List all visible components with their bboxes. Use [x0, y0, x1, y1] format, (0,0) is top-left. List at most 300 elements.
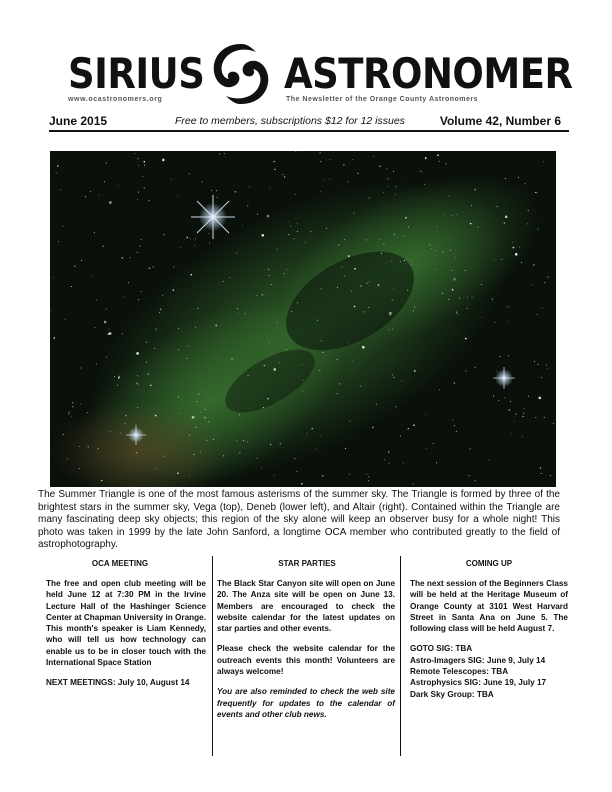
background-star — [513, 247, 515, 249]
background-star — [302, 364, 303, 365]
background-star — [337, 287, 338, 288]
background-star — [388, 178, 389, 179]
background-star — [437, 155, 439, 157]
background-star — [537, 229, 538, 230]
background-star — [390, 315, 391, 316]
background-star — [79, 468, 80, 469]
background-star — [344, 239, 345, 240]
heading-oca-meeting: OCA MEETING — [91, 559, 149, 568]
background-star — [142, 176, 143, 177]
background-star — [211, 190, 212, 191]
background-star — [137, 407, 138, 408]
background-star — [505, 178, 506, 179]
background-star — [443, 251, 444, 252]
background-star — [130, 257, 131, 258]
background-star — [196, 401, 197, 402]
background-star — [472, 296, 473, 297]
background-star — [194, 245, 195, 246]
background-star — [471, 205, 472, 206]
background-star — [67, 458, 68, 459]
background-star — [65, 319, 66, 320]
background-star — [433, 443, 434, 444]
background-star — [524, 408, 525, 409]
background-star — [537, 314, 538, 315]
background-star — [94, 232, 95, 233]
background-star — [242, 225, 243, 226]
background-star — [457, 214, 458, 215]
background-star — [120, 433, 121, 434]
background-star — [446, 163, 447, 164]
background-star — [104, 321, 107, 324]
background-star — [204, 417, 206, 419]
background-star — [352, 159, 353, 160]
background-star — [294, 458, 295, 459]
background-star — [384, 459, 385, 460]
background-star — [144, 187, 145, 188]
background-star — [337, 359, 338, 360]
background-star — [194, 415, 195, 416]
background-star — [51, 310, 52, 311]
background-star — [155, 415, 157, 417]
background-star — [387, 186, 388, 187]
background-star — [362, 346, 365, 349]
background-star — [408, 227, 409, 228]
background-star — [56, 173, 57, 174]
background-star — [134, 153, 135, 154]
background-star — [330, 159, 331, 160]
background-star — [267, 215, 270, 218]
background-star — [311, 428, 313, 430]
background-star — [264, 365, 266, 367]
background-star — [457, 313, 458, 314]
background-star — [178, 328, 179, 329]
background-star — [345, 448, 346, 449]
background-star — [140, 246, 141, 247]
background-star — [379, 165, 381, 167]
background-star — [282, 174, 283, 175]
background-star — [541, 473, 542, 474]
background-star — [270, 444, 272, 446]
background-star — [239, 414, 240, 415]
background-star — [321, 288, 322, 289]
background-star — [144, 165, 145, 166]
background-star — [369, 197, 371, 199]
background-star — [522, 436, 523, 437]
vega-star — [191, 195, 235, 239]
background-star — [354, 306, 356, 308]
background-star — [424, 184, 425, 185]
background-star — [543, 161, 544, 162]
background-star — [94, 327, 95, 328]
background-star — [138, 299, 139, 300]
background-star — [348, 182, 349, 183]
background-star — [400, 436, 401, 437]
background-star — [295, 194, 296, 195]
background-star — [136, 382, 138, 384]
background-star — [505, 216, 508, 219]
background-star — [108, 333, 110, 335]
background-star — [88, 447, 89, 448]
background-star — [101, 480, 103, 482]
background-star — [469, 475, 470, 476]
background-star — [363, 311, 364, 312]
background-star — [342, 267, 343, 268]
background-star — [321, 340, 322, 341]
background-star — [237, 308, 238, 309]
background-star — [489, 460, 490, 461]
background-star — [366, 474, 367, 475]
background-star — [160, 309, 162, 311]
background-star — [379, 239, 380, 240]
background-star — [138, 165, 139, 166]
background-star — [269, 342, 270, 343]
background-star — [352, 361, 353, 362]
background-star — [348, 342, 349, 343]
background-star — [449, 195, 450, 196]
background-star — [264, 294, 265, 295]
background-star — [294, 238, 295, 239]
background-star — [410, 264, 411, 265]
background-star — [103, 246, 105, 248]
masthead-url: www.ocastronomers.org — [68, 96, 163, 103]
issue-price: Free to members, subscriptions $12 for 12 issues — [175, 115, 405, 127]
background-star — [475, 367, 476, 368]
background-star — [507, 321, 508, 322]
background-star — [291, 311, 292, 312]
background-star — [257, 214, 258, 215]
background-star — [87, 412, 88, 413]
background-star — [262, 234, 265, 237]
sig-item: Dark Sky Group: TBA — [410, 689, 494, 699]
background-star — [188, 346, 189, 347]
background-star — [315, 449, 316, 450]
background-star — [413, 311, 414, 312]
background-star — [381, 253, 382, 254]
background-star — [180, 247, 181, 248]
background-star — [386, 168, 387, 169]
background-star — [393, 377, 394, 378]
background-star — [128, 282, 129, 283]
background-star — [497, 371, 498, 372]
background-star — [178, 349, 179, 350]
background-star — [525, 183, 526, 184]
background-star — [286, 269, 287, 270]
background-star — [205, 409, 206, 410]
background-star — [271, 284, 272, 285]
background-star — [452, 289, 454, 291]
background-star — [80, 404, 81, 405]
background-star — [290, 226, 291, 227]
background-star — [71, 416, 72, 417]
background-star — [248, 375, 249, 376]
heading-star-parties: STAR PARTIES — [278, 559, 336, 568]
background-star — [106, 163, 107, 164]
background-star — [383, 192, 384, 193]
background-star — [162, 159, 165, 162]
background-star — [123, 296, 124, 297]
background-star — [72, 402, 74, 404]
photo-caption: The Summer Triangle is one of the most famous asterisms of the summer sky. The Triangle is formed by three of the brightest stars in the summer sky, Vega (top), Deneb (lower left), and Altair (right). Contained within the Triangle are many fascinating deep sky objects; this region of the sky alone will keep an observer busy for a whole night! This photo was taken in 1999 by the late John Sanford, a longtime OCA member who contributed greatly to the field of astrophotography. — [38, 489, 560, 551]
background-star — [197, 308, 198, 309]
background-star — [404, 260, 405, 261]
background-star — [79, 446, 80, 447]
background-star — [538, 364, 539, 365]
background-star — [74, 266, 76, 268]
background-star — [431, 248, 432, 249]
background-star — [400, 261, 401, 262]
background-star — [321, 435, 322, 436]
background-star — [286, 349, 287, 350]
masthead-title-left: SIRIUS — [68, 49, 205, 98]
background-star — [170, 179, 171, 180]
background-star — [541, 377, 542, 378]
background-star — [509, 409, 511, 411]
background-star — [162, 295, 163, 296]
background-star — [155, 328, 157, 330]
background-star — [223, 281, 224, 282]
background-star — [439, 161, 440, 162]
background-star — [149, 200, 150, 201]
background-star — [71, 286, 72, 287]
background-star — [269, 275, 270, 276]
background-star — [455, 257, 456, 258]
background-star — [153, 266, 154, 267]
background-star — [261, 294, 263, 296]
column-star-parties — [217, 578, 395, 729]
background-star — [179, 413, 180, 414]
background-star — [368, 480, 369, 481]
background-star — [515, 253, 518, 256]
background-star — [426, 448, 427, 449]
background-star — [80, 368, 81, 369]
background-star — [389, 463, 390, 464]
background-star — [435, 269, 436, 270]
background-star — [195, 238, 196, 239]
background-star — [436, 462, 437, 463]
background-star — [104, 181, 105, 182]
background-star — [349, 474, 350, 475]
background-star — [243, 440, 244, 441]
background-star — [467, 308, 468, 309]
background-star — [307, 433, 308, 434]
background-star — [518, 177, 519, 178]
background-star — [337, 393, 338, 394]
column-oca-meeting — [46, 578, 206, 698]
background-star — [349, 439, 350, 440]
column-divider — [400, 556, 401, 756]
background-star — [389, 452, 390, 453]
background-star — [200, 412, 201, 413]
background-star — [60, 189, 61, 190]
issue-volume: Volume 42, Number 6 — [439, 114, 561, 128]
background-star — [523, 413, 524, 414]
background-star — [456, 431, 457, 432]
background-star — [177, 195, 178, 196]
background-star — [368, 476, 369, 477]
background-star — [448, 299, 449, 300]
background-star — [383, 244, 384, 245]
background-star — [351, 291, 352, 292]
background-star — [226, 300, 227, 301]
background-star — [508, 355, 509, 356]
background-star — [117, 385, 118, 386]
background-star — [195, 327, 196, 328]
background-star — [442, 293, 443, 294]
background-star — [150, 385, 152, 387]
background-star — [338, 244, 340, 246]
background-star — [474, 189, 476, 191]
background-star — [521, 262, 522, 263]
background-star — [522, 416, 524, 418]
background-star — [297, 302, 298, 303]
background-star — [510, 401, 511, 402]
background-star — [149, 268, 151, 270]
background-star — [546, 365, 547, 366]
background-star — [213, 439, 214, 440]
background-star — [535, 192, 536, 193]
background-star — [528, 210, 529, 211]
sig-item: GOTO SIG: TBA — [410, 644, 473, 654]
background-star — [542, 308, 543, 309]
background-star — [189, 435, 190, 436]
background-star — [63, 226, 64, 227]
background-star — [92, 275, 93, 276]
background-star — [277, 322, 278, 323]
background-star — [450, 250, 451, 251]
background-star — [403, 462, 404, 463]
background-star — [223, 455, 224, 456]
background-star — [186, 358, 187, 359]
background-star — [456, 312, 457, 313]
sig-item: Astrophysics SIG: June 19, July 17 — [410, 678, 547, 688]
background-star — [494, 322, 495, 323]
background-star — [548, 277, 549, 278]
background-star — [177, 472, 179, 474]
background-star — [498, 400, 499, 401]
background-star — [401, 380, 402, 381]
background-star — [144, 161, 146, 163]
background-star — [96, 363, 97, 364]
background-star — [465, 270, 466, 271]
background-star — [118, 377, 120, 379]
background-star — [429, 244, 430, 245]
background-star — [504, 222, 506, 224]
background-star — [493, 396, 494, 397]
column-coming-up — [410, 578, 568, 700]
background-star — [302, 391, 303, 392]
background-star — [122, 257, 124, 259]
background-star — [279, 362, 280, 363]
background-star — [191, 274, 193, 276]
masthead-title-right: ASTRONOMER — [284, 49, 573, 98]
background-star — [322, 475, 324, 477]
background-star — [63, 434, 64, 435]
background-star — [85, 196, 86, 197]
background-star — [57, 165, 59, 167]
background-star — [245, 313, 246, 314]
background-star — [249, 186, 250, 187]
background-star — [475, 480, 476, 481]
background-star — [90, 191, 91, 192]
background-star — [137, 199, 138, 200]
background-star — [81, 260, 82, 261]
background-star — [268, 269, 269, 270]
background-star — [137, 158, 138, 159]
background-star — [224, 153, 225, 154]
background-star — [553, 423, 554, 424]
background-star — [173, 289, 175, 291]
background-star — [506, 306, 507, 307]
background-star — [451, 270, 452, 271]
background-star — [395, 194, 396, 195]
background-star — [297, 231, 298, 232]
background-star — [378, 284, 380, 286]
background-star — [481, 284, 482, 285]
background-star — [273, 161, 275, 163]
background-star — [393, 289, 394, 290]
background-star — [148, 373, 150, 375]
background-star — [173, 266, 174, 267]
sig-item: Astro-Imagers SIG: June 9, July 14 — [410, 655, 546, 665]
background-star — [417, 266, 418, 267]
background-star — [110, 431, 111, 432]
background-star — [414, 370, 416, 372]
background-star — [263, 407, 264, 408]
volunteers-text: Please check the website calendar for the outreach events this month! Volunteers are always welcome! — [217, 644, 395, 677]
background-star — [68, 413, 69, 414]
background-star — [278, 401, 279, 402]
background-star — [200, 451, 201, 452]
background-star — [497, 206, 498, 207]
background-star — [310, 231, 312, 233]
background-star — [187, 237, 189, 239]
background-star — [512, 242, 513, 243]
background-star — [219, 153, 220, 154]
background-star — [544, 417, 545, 418]
background-star — [516, 414, 517, 415]
background-star — [288, 234, 289, 235]
background-star — [395, 406, 397, 408]
background-star — [368, 307, 369, 308]
background-star — [392, 329, 393, 330]
background-star — [190, 238, 191, 239]
background-star — [392, 299, 393, 300]
background-star — [295, 151, 296, 152]
masthead — [62, 38, 573, 110]
background-star — [216, 190, 217, 191]
background-star — [360, 285, 362, 287]
issue-bar — [49, 112, 569, 132]
background-star — [504, 397, 505, 398]
star-parties-text: The Black Star Canyon site will open on June 20. The Anza site will be open on June 13. Members are encouraged to check the website calendar for the latest updates on star parties and other events. — [217, 579, 395, 634]
background-star — [137, 375, 138, 376]
background-star — [532, 284, 533, 285]
background-star — [247, 441, 248, 442]
background-star — [405, 217, 407, 219]
background-star — [534, 361, 535, 362]
background-star — [269, 188, 270, 189]
background-star — [501, 259, 502, 260]
background-star — [339, 383, 340, 384]
background-star — [373, 156, 374, 157]
background-star — [470, 223, 472, 225]
background-star — [257, 458, 258, 459]
background-star — [367, 283, 368, 284]
masthead-tagline: The Newsletter of the Orange County Astronomers — [286, 96, 479, 103]
background-star — [109, 329, 110, 330]
background-star — [136, 452, 137, 453]
background-star — [146, 342, 147, 343]
